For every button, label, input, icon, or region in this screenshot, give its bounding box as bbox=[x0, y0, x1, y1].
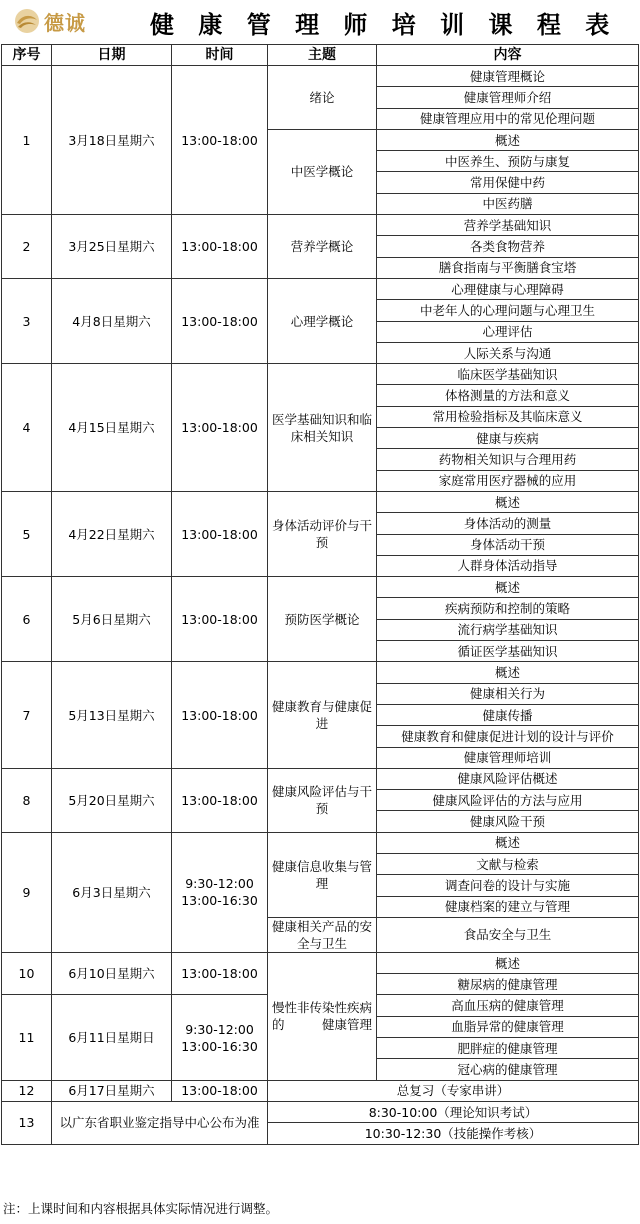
content-item: 循证医学基础知识 bbox=[377, 641, 639, 662]
content-item: 中医养生、预防与康复 bbox=[377, 151, 639, 172]
content-item: 疾病预防和控制的策略 bbox=[377, 598, 639, 619]
table-row bbox=[2, 491, 639, 512]
content-item: 概述 bbox=[377, 832, 639, 853]
session-date: 6月3日星期六 bbox=[52, 832, 172, 952]
table-row bbox=[2, 1080, 639, 1101]
content-item: 常用保健中药 bbox=[377, 172, 639, 193]
session-topic: 营养学概论 bbox=[268, 215, 377, 279]
content-item: 中医药膳 bbox=[377, 193, 639, 214]
content-item: 血脂异常的健康管理 bbox=[377, 1016, 639, 1037]
content-item: 膳食指南与平衡膳食宝塔 bbox=[377, 257, 639, 278]
session-date: 5月13日星期六 bbox=[52, 662, 172, 768]
session-topic: 身体活动评价与干预 bbox=[268, 491, 377, 576]
content-item: 临床医学基础知识 bbox=[377, 364, 639, 385]
session-topic: 医学基础知识和临床相关知识 bbox=[268, 364, 377, 492]
exam-slot: 10:30-12:30（技能操作考核） bbox=[268, 1123, 639, 1144]
session-topic: 健康相关产品的安全与卫生 bbox=[268, 917, 377, 952]
review-cell: 总复习（专家串讲） bbox=[268, 1080, 639, 1101]
logo-swirl-icon bbox=[14, 8, 40, 34]
content-item: 健康相关行为 bbox=[377, 683, 639, 704]
content-item: 体格测量的方法和意义 bbox=[377, 385, 639, 406]
session-date: 3月25日星期六 bbox=[52, 215, 172, 279]
session-time: 13:00-18:00 bbox=[172, 952, 268, 995]
content-item: 健康管理概论 bbox=[377, 66, 639, 87]
col-header-time: 时间 bbox=[172, 45, 268, 66]
content-item: 肥胖症的健康管理 bbox=[377, 1038, 639, 1059]
content-item: 身体活动的测量 bbox=[377, 513, 639, 534]
table-row bbox=[2, 66, 639, 87]
session-number: 6 bbox=[2, 577, 52, 662]
session-date: 6月10日星期六 bbox=[52, 952, 172, 995]
content-item: 健康教育和健康促进计划的设计与评价 bbox=[377, 726, 639, 747]
content-item: 调查问卷的设计与实施 bbox=[377, 875, 639, 896]
table-row bbox=[2, 215, 639, 236]
content-item: 心理健康与心理障碍 bbox=[377, 278, 639, 299]
content-item: 高血压病的健康管理 bbox=[377, 995, 639, 1016]
content-item: 健康管理师介绍 bbox=[377, 87, 639, 108]
session-number: 11 bbox=[2, 995, 52, 1080]
session-time: 13:00-18:00 bbox=[172, 577, 268, 662]
session-number: 12 bbox=[2, 1080, 52, 1101]
content-item: 健康风险评估的方法与应用 bbox=[377, 790, 639, 811]
content-item: 概述 bbox=[377, 662, 639, 683]
table-row bbox=[2, 278, 639, 299]
session-time: 13:00-18:00 bbox=[172, 66, 268, 215]
session-topic: 慢性非传染性疾病的 健康管理 bbox=[268, 952, 377, 1080]
content-item: 概述 bbox=[377, 129, 639, 150]
table-row bbox=[2, 1101, 639, 1122]
table-row bbox=[2, 662, 639, 683]
exam-slot: 8:30-10:00（理论知识考试） bbox=[268, 1101, 639, 1122]
content-item: 糖尿病的健康管理 bbox=[377, 974, 639, 995]
session-time: 13:00-18:00 bbox=[172, 768, 268, 832]
content-item: 药物相关知识与合理用药 bbox=[377, 449, 639, 470]
session-topic: 预防医学概论 bbox=[268, 577, 377, 662]
session-time: 13:00-18:00 bbox=[172, 278, 268, 363]
session-number: 13 bbox=[2, 1101, 52, 1144]
session-topic: 绪论 bbox=[268, 66, 377, 130]
content-item: 概述 bbox=[377, 491, 639, 512]
session-time: 13:00-18:00 bbox=[172, 215, 268, 279]
session-number: 8 bbox=[2, 768, 52, 832]
session-date: 6月17日星期六 bbox=[52, 1080, 172, 1101]
session-time: 13:00-18:00 bbox=[172, 364, 268, 492]
session-time: 9:30-12:00 13:00-16:30 bbox=[172, 995, 268, 1080]
session-number: 9 bbox=[2, 832, 52, 952]
content-item: 文献与检索 bbox=[377, 853, 639, 874]
table-row bbox=[2, 832, 639, 853]
session-topic: 健康风险评估与干预 bbox=[268, 768, 377, 832]
content-item: 身体活动干预 bbox=[377, 534, 639, 555]
col-header-date: 日期 bbox=[52, 45, 172, 66]
col-header-no: 序号 bbox=[2, 45, 52, 66]
content-item: 健康风险干预 bbox=[377, 811, 639, 832]
session-date: 3月18日星期六 bbox=[52, 66, 172, 215]
logo-text: 德诚 bbox=[44, 10, 86, 35]
content-item: 健康与疾病 bbox=[377, 428, 639, 449]
session-topic: 心理学概论 bbox=[268, 278, 377, 363]
content-item: 心理评估 bbox=[377, 321, 639, 342]
content-item: 健康风险评估概述 bbox=[377, 768, 639, 789]
session-date: 5月20日星期六 bbox=[52, 768, 172, 832]
session-date: 6月11日星期日 bbox=[52, 995, 172, 1080]
session-number: 3 bbox=[2, 278, 52, 363]
session-time: 9:30-12:00 13:00-16:30 bbox=[172, 832, 268, 952]
table-row bbox=[2, 768, 639, 789]
col-header-topic: 主题 bbox=[268, 45, 377, 66]
content-item: 健康档案的建立与管理 bbox=[377, 896, 639, 917]
session-number: 5 bbox=[2, 491, 52, 576]
page-title: 健 康 管 理 师 培 训 课 程 表 bbox=[150, 10, 618, 39]
session-topic: 中医学概论 bbox=[268, 129, 377, 214]
session-number: 2 bbox=[2, 215, 52, 279]
table-row bbox=[2, 952, 639, 973]
content-item: 常用检验指标及其临床意义 bbox=[377, 406, 639, 427]
content-item: 健康管理应用中的常见伦理问题 bbox=[377, 108, 639, 129]
content-item: 人群身体活动指导 bbox=[377, 555, 639, 576]
content-item: 中老年人的心理问题与心理卫生 bbox=[377, 300, 639, 321]
footnote: 注：上课时间和内容根据具体实际情况进行调整。 bbox=[3, 1201, 279, 1216]
session-number: 4 bbox=[2, 364, 52, 492]
session-number: 1 bbox=[2, 66, 52, 215]
session-topic: 健康教育与健康促进 bbox=[268, 662, 377, 768]
content-item: 冠心病的健康管理 bbox=[377, 1059, 639, 1080]
content-item: 人际关系与沟通 bbox=[377, 342, 639, 363]
content-item: 各类食物营养 bbox=[377, 236, 639, 257]
schedule-body bbox=[2, 66, 639, 1145]
content-item: 流行病学基础知识 bbox=[377, 619, 639, 640]
session-time: 13:00-18:00 bbox=[172, 1080, 268, 1101]
exam-date-note: 以广东省职业鉴定指导中心公布为准 bbox=[52, 1101, 268, 1144]
content-item: 健康传播 bbox=[377, 704, 639, 725]
header bbox=[0, 0, 640, 44]
content-item: 家庭常用医疗器械的应用 bbox=[377, 470, 639, 491]
session-date: 4月15日星期六 bbox=[52, 364, 172, 492]
session-number: 7 bbox=[2, 662, 52, 768]
session-topic: 健康信息收集与管理 bbox=[268, 832, 377, 917]
content-item: 营养学基础知识 bbox=[377, 215, 639, 236]
content-item: 食品安全与卫生 bbox=[377, 917, 639, 952]
logo bbox=[14, 6, 86, 36]
session-time: 13:00-18:00 bbox=[172, 662, 268, 768]
content-item: 健康管理师培训 bbox=[377, 747, 639, 768]
table-row bbox=[2, 577, 639, 598]
session-date: 4月8日星期六 bbox=[52, 278, 172, 363]
session-time: 13:00-18:00 bbox=[172, 491, 268, 576]
content-item: 概述 bbox=[377, 952, 639, 973]
session-date: 4月22日星期六 bbox=[52, 491, 172, 576]
col-header-content: 内容 bbox=[377, 45, 639, 66]
table-row bbox=[2, 364, 639, 385]
table-header-row bbox=[2, 45, 639, 66]
session-date: 5月6日星期六 bbox=[52, 577, 172, 662]
session-number: 10 bbox=[2, 952, 52, 995]
schedule-table bbox=[1, 44, 639, 1145]
content-item: 概述 bbox=[377, 577, 639, 598]
